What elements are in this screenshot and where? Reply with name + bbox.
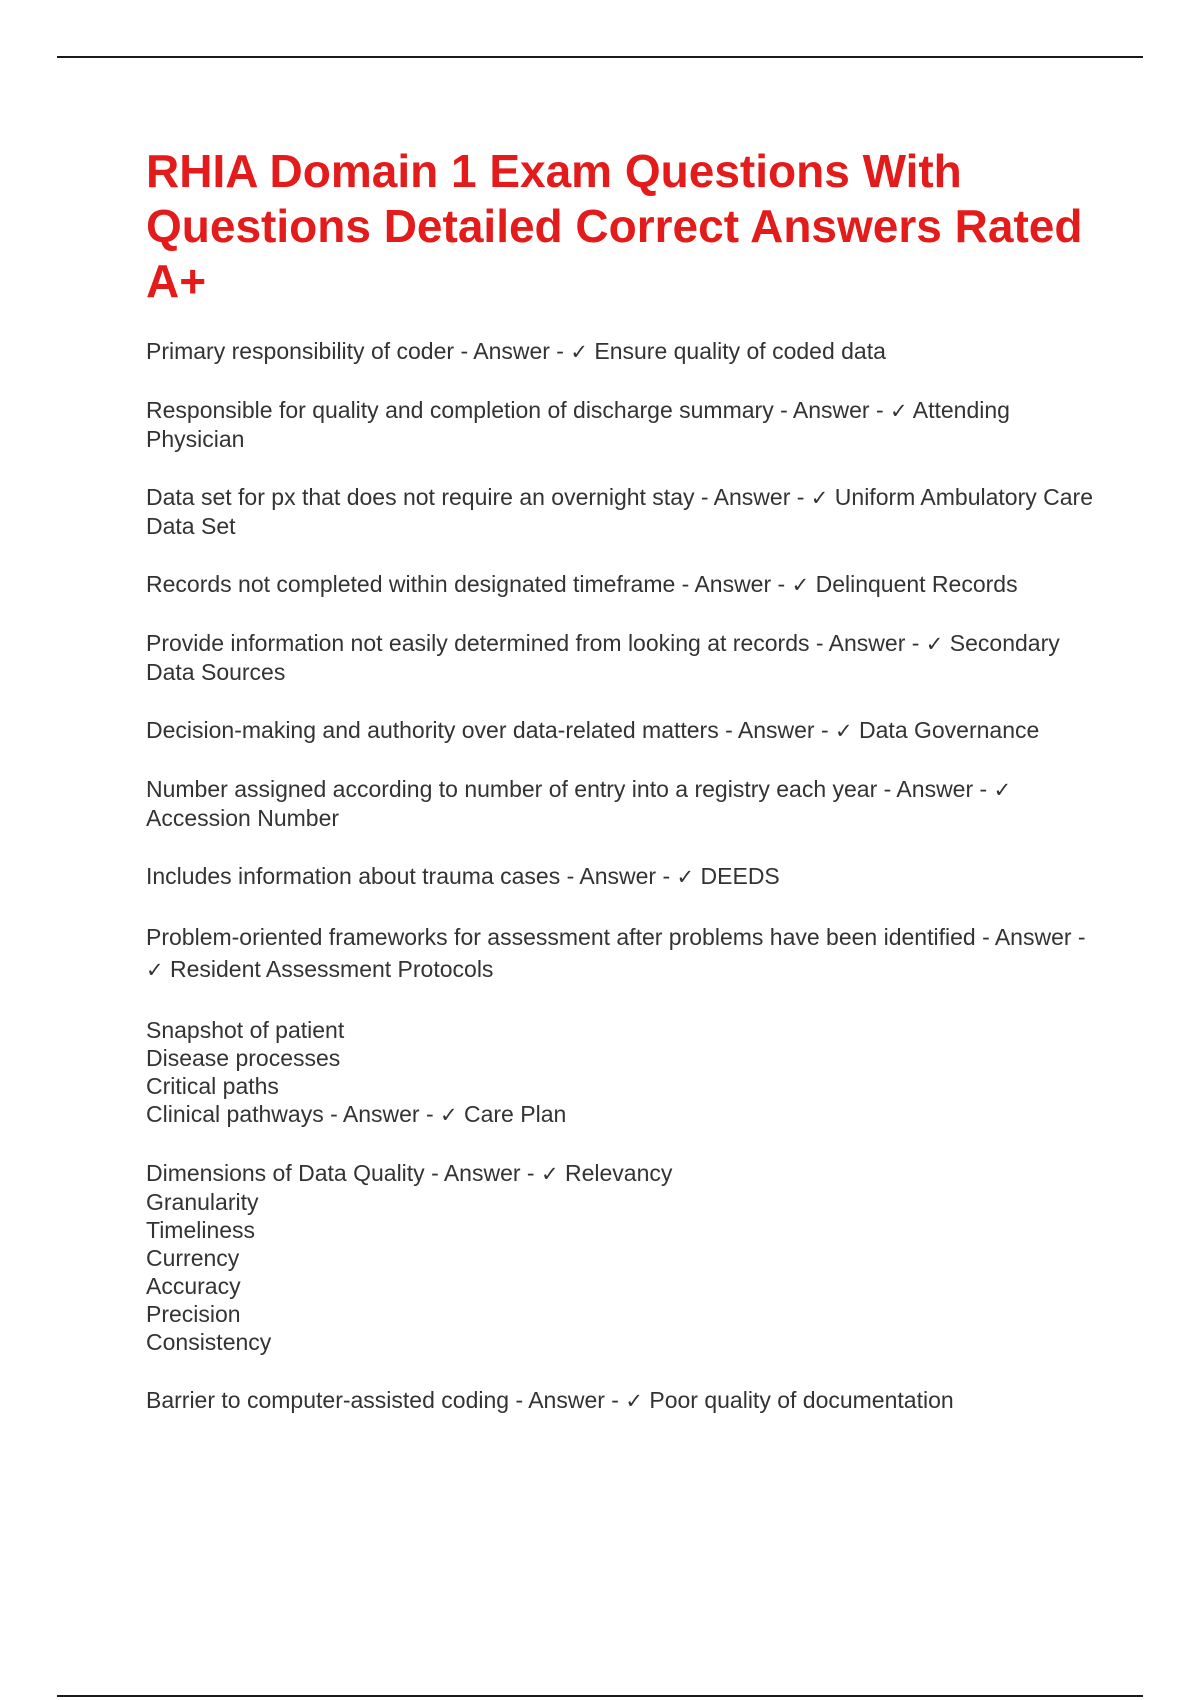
qa-item xyxy=(146,862,1106,891)
answer-text: Relevancy xyxy=(558,1160,673,1186)
qa-item xyxy=(146,775,1106,832)
answer-text: Attending Physician xyxy=(146,397,1010,452)
qa-item xyxy=(146,1386,1106,1415)
question-text: Decision-making and authority over data-related matters - Answer - xyxy=(146,717,836,743)
question-text: Problem-oriented frameworks for assessment after problems have been identified - Answer - xyxy=(146,924,1086,950)
question-text: Data set for px that does not require an overnight stay - Answer - xyxy=(146,484,811,510)
qa-item-care-plan xyxy=(146,1016,1106,1129)
answer-text: Care Plan xyxy=(457,1101,567,1127)
document-body xyxy=(146,144,1106,1445)
answer-text: Delinquent Records xyxy=(809,571,1018,597)
checkmark-icon: ✓ xyxy=(993,778,1012,802)
checkmark-icon: ✓ xyxy=(676,865,695,889)
answer-text: Resident Assessment Protocols xyxy=(163,956,494,982)
qa-item xyxy=(146,337,1106,366)
question-text: Primary responsibility of coder - Answer - xyxy=(146,338,571,364)
document-title: RHIA Domain 1 Exam Questions With Questions Detailed Correct Answers Rated A+ xyxy=(146,145,1083,307)
answer-text: DEEDS xyxy=(694,863,780,889)
answer-text: Accession Number xyxy=(146,805,340,831)
question-text: Responsible for quality and completion of discharge summary - Answer - xyxy=(146,397,891,423)
checkmark-icon: ✓ xyxy=(791,573,810,597)
qa-item xyxy=(146,629,1106,686)
checkmark-icon: ✓ xyxy=(835,719,853,743)
checkmark-icon: ✓ xyxy=(146,958,164,982)
qa-item xyxy=(146,483,1106,540)
qa-item xyxy=(146,921,1106,986)
qa-item xyxy=(146,396,1106,453)
prompt-line: Snapshot of patient xyxy=(146,1017,345,1043)
checkmark-icon: ✓ xyxy=(810,486,829,510)
answer-line: Accuracy xyxy=(146,1273,241,1299)
checkmark-icon: ✓ xyxy=(925,632,944,656)
answer-line: Timeliness xyxy=(146,1217,256,1243)
checkmark-icon: ✓ xyxy=(570,340,588,364)
checkmark-icon: ✓ xyxy=(625,1389,643,1413)
answer-text: Ensure quality of coded data xyxy=(587,338,886,364)
answer-line: Consistency xyxy=(146,1329,272,1355)
answer-line: Precision xyxy=(146,1301,241,1327)
question-text: Dimensions of Data Quality - Answer - xyxy=(146,1160,541,1186)
qa-item xyxy=(146,716,1106,745)
checkmark-icon: ✓ xyxy=(540,1162,559,1186)
answer-text: Uniform Ambulatory Care Data Set xyxy=(146,484,1093,539)
prompt-line: Critical paths xyxy=(146,1073,279,1099)
question-text: Includes information about trauma cases - Answer - xyxy=(146,863,677,889)
question-text: Records not completed within designated timeframe - Answer - xyxy=(146,571,792,597)
qa-item-data-quality xyxy=(146,1159,1106,1356)
answer-text: Data Governance xyxy=(852,717,1040,743)
question-text: Number assigned according to number of entry into a registry each year - Answer - xyxy=(146,776,994,802)
answer-text: Poor quality of documentation xyxy=(642,1387,954,1413)
prompt-line xyxy=(146,1100,1106,1129)
bottom-rule xyxy=(57,1695,1143,1697)
prompt-line xyxy=(146,1159,1106,1188)
top-rule xyxy=(57,56,1143,58)
checkmark-icon: ✓ xyxy=(890,399,908,423)
checkmark-icon: ✓ xyxy=(440,1103,458,1127)
question-text: Barrier to computer-assisted coding - Answer - xyxy=(146,1387,626,1413)
prompt-line: Disease processes xyxy=(146,1045,341,1071)
question-text: Clinical pathways - Answer - xyxy=(146,1101,440,1127)
answer-line: Granularity xyxy=(146,1189,259,1215)
question-text: Provide information not easily determined from looking at records - Answer - xyxy=(146,630,926,656)
qa-item xyxy=(146,570,1106,599)
answer-line: Currency xyxy=(146,1245,240,1271)
answer-text: Secondary Data Sources xyxy=(146,630,1060,685)
